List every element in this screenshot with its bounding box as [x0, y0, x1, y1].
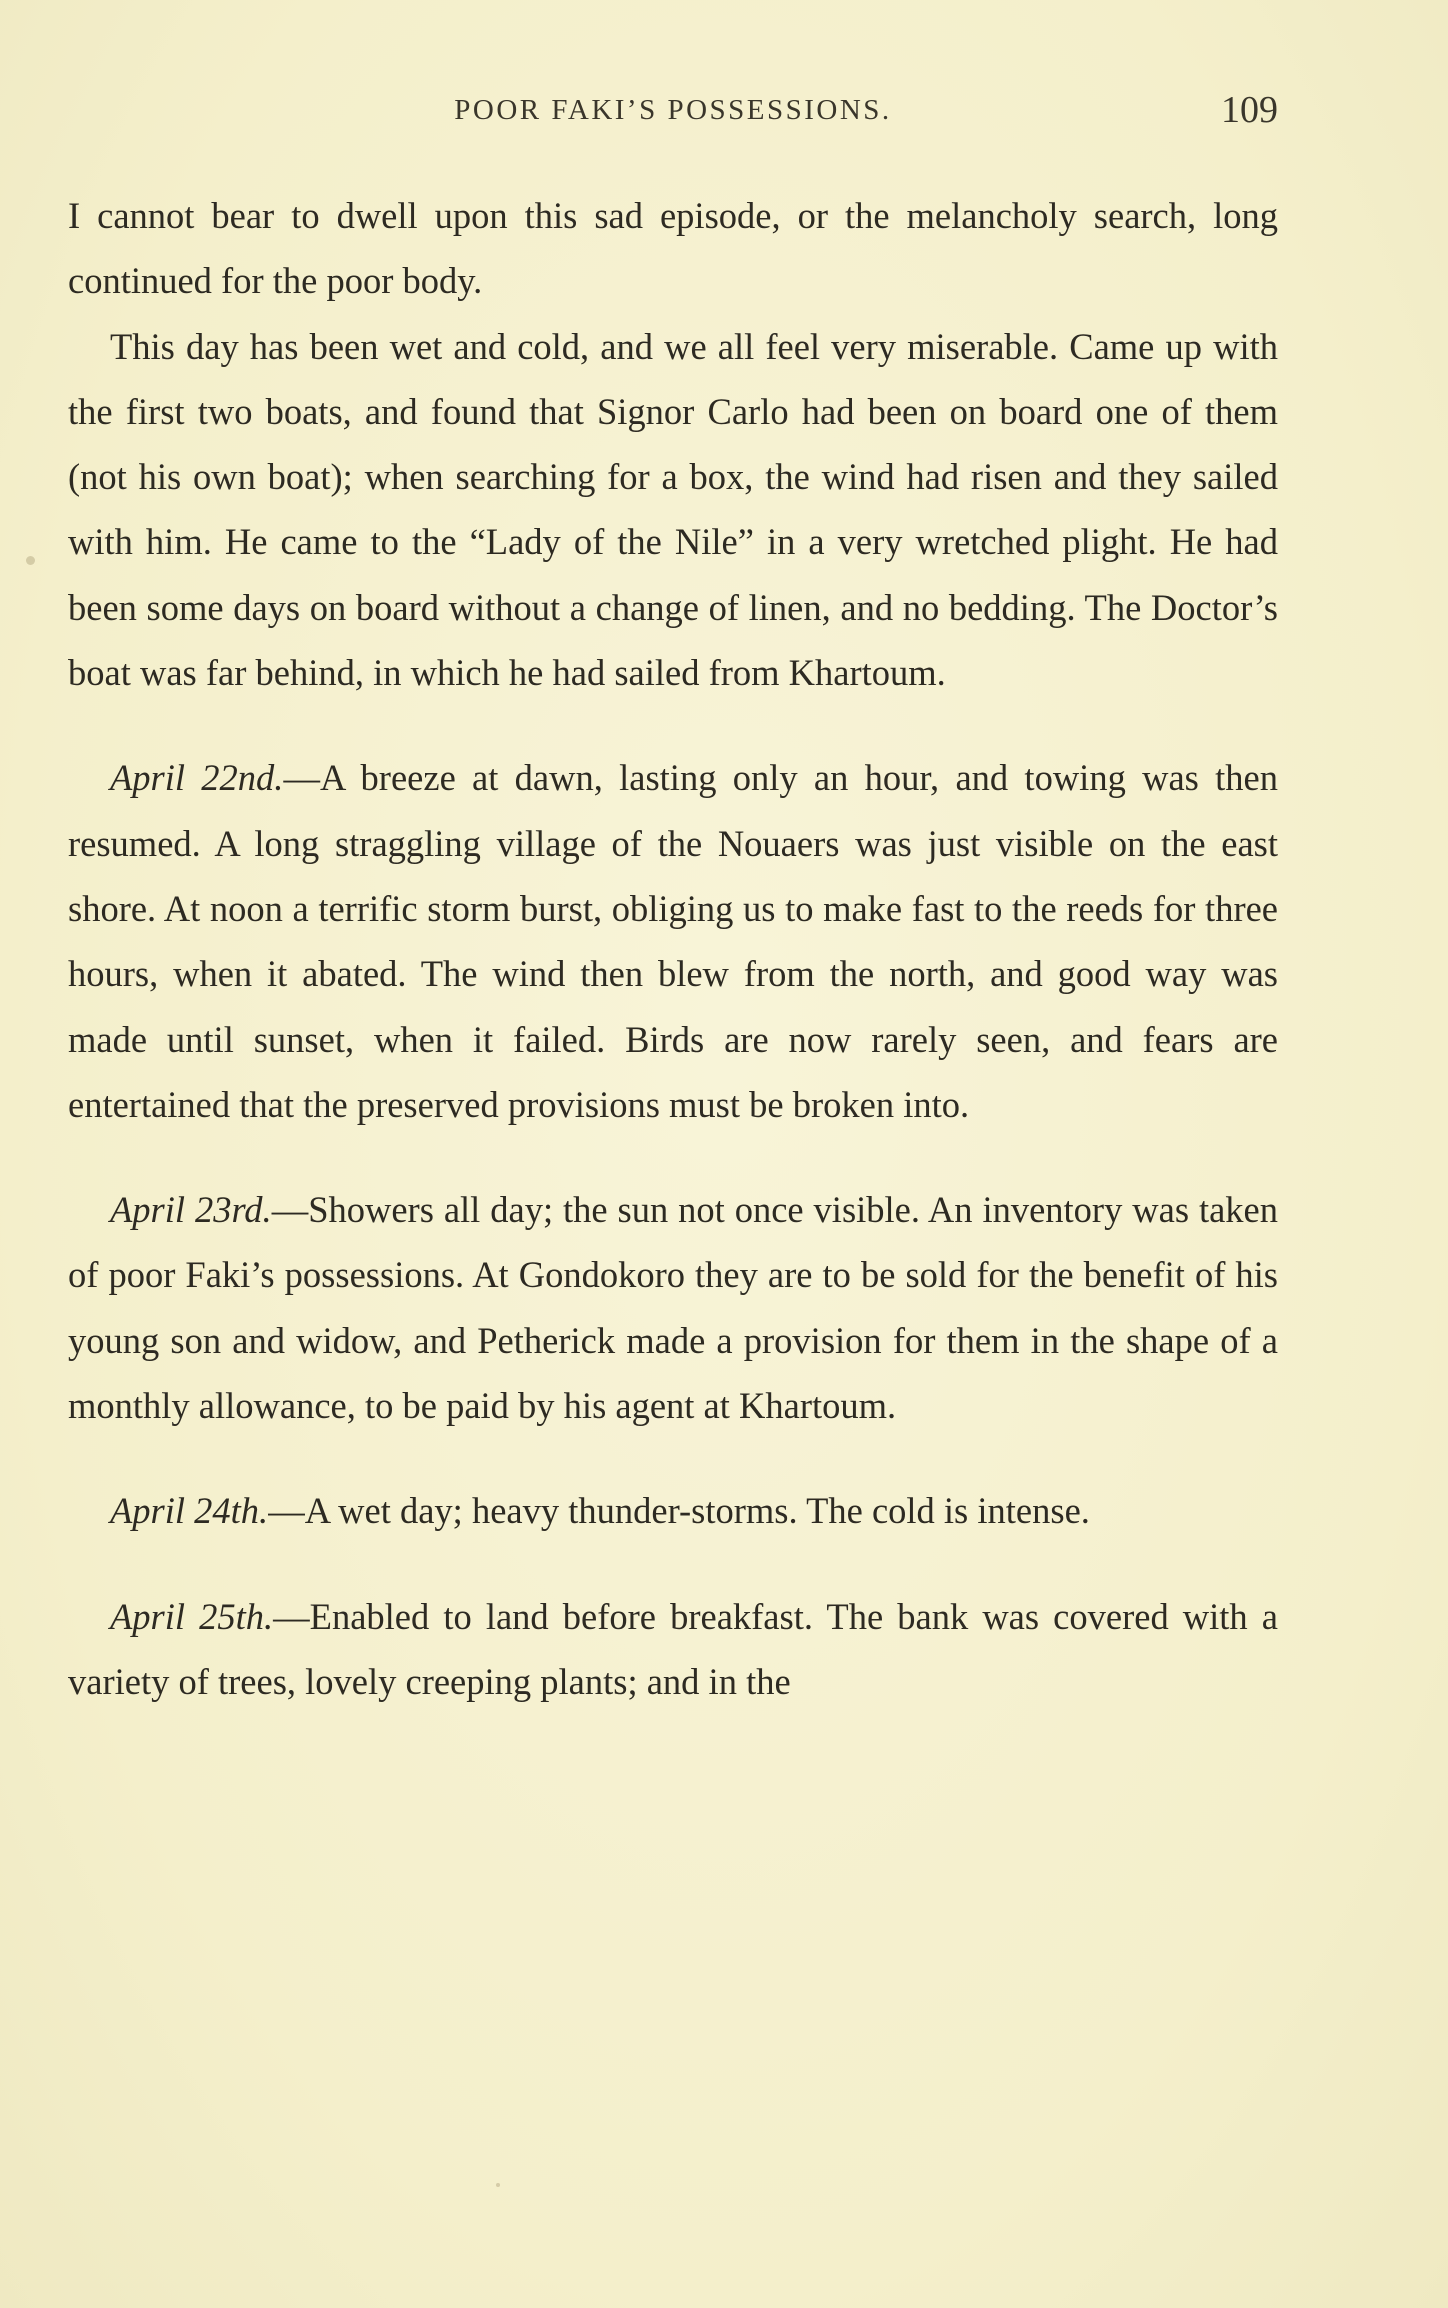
diary-entry-april-23	[68, 1177, 1278, 1438]
diary-entry-april-25	[68, 1584, 1278, 1715]
body-text	[68, 183, 1278, 1714]
entry-text: —Enabled to land before breakfast. The bank was covered with a variety of trees, lovely creeping plants; and in the	[68, 1595, 1278, 1702]
running-title: POOR FAKI’S POSSESSIONS.	[454, 94, 892, 126]
entry-text: —A wet day; heavy thunder-storms. The cold is intense.	[268, 1490, 1090, 1532]
entry-text: —Showers all day; the sun not once visible. An inventory was taken of poor Faki’s possessions. At Gondokoro they are to be sold for the benefit of his young son and widow, and Petherick made a provision for them in the shape of a monthly allowance, to be paid by his agent at Khartoum.	[68, 1189, 1278, 1427]
entry-date: April 22nd.	[110, 757, 284, 799]
diary-entry-april-24	[68, 1478, 1278, 1543]
entry-date: April 24th.	[110, 1490, 269, 1532]
entry-date: April 23rd.	[110, 1189, 272, 1231]
entry-text: —A breeze at dawn, lasting only an hour, and towing was then resumed. A long straggling village of the Nouaers was just visible on the east shore. At noon a terrific storm burst, obliging us to make fast to the reeds for three hours, when it abated. The wind then blew from the north, and good way was made until sunset, when it failed. Birds are now rarely seen, and fears are entertained that the preserved provisions must be broken into.	[68, 757, 1278, 1125]
paragraph-text: This day has been wet and cold, and we all feel very miserable. Came up with the first two boats, and found that Signor Carlo had been on board one of them (not his own boat); when searching for a box, the wind had risen and they sailed with him. He came to the “Lady of the Nile” in a very wretched plight. He had been some days on board without a change of linen, and no bedding. The Doctor’s boat was far behind, in which he had sailed from Khartoum.	[68, 325, 1278, 694]
paper-speck	[26, 556, 35, 565]
paragraph-text: I cannot bear to dwell upon this sad episode, or the melancholy search, long continued for the poor body.	[68, 195, 1278, 302]
diary-entry-april-22	[68, 745, 1278, 1137]
entry-date: April 25th.	[110, 1595, 274, 1637]
paragraph-2	[68, 314, 1278, 706]
paper-speck	[496, 2183, 500, 2187]
paragraph-1	[68, 183, 1278, 314]
running-head	[68, 88, 1278, 138]
page-number: 109	[1221, 89, 1278, 131]
